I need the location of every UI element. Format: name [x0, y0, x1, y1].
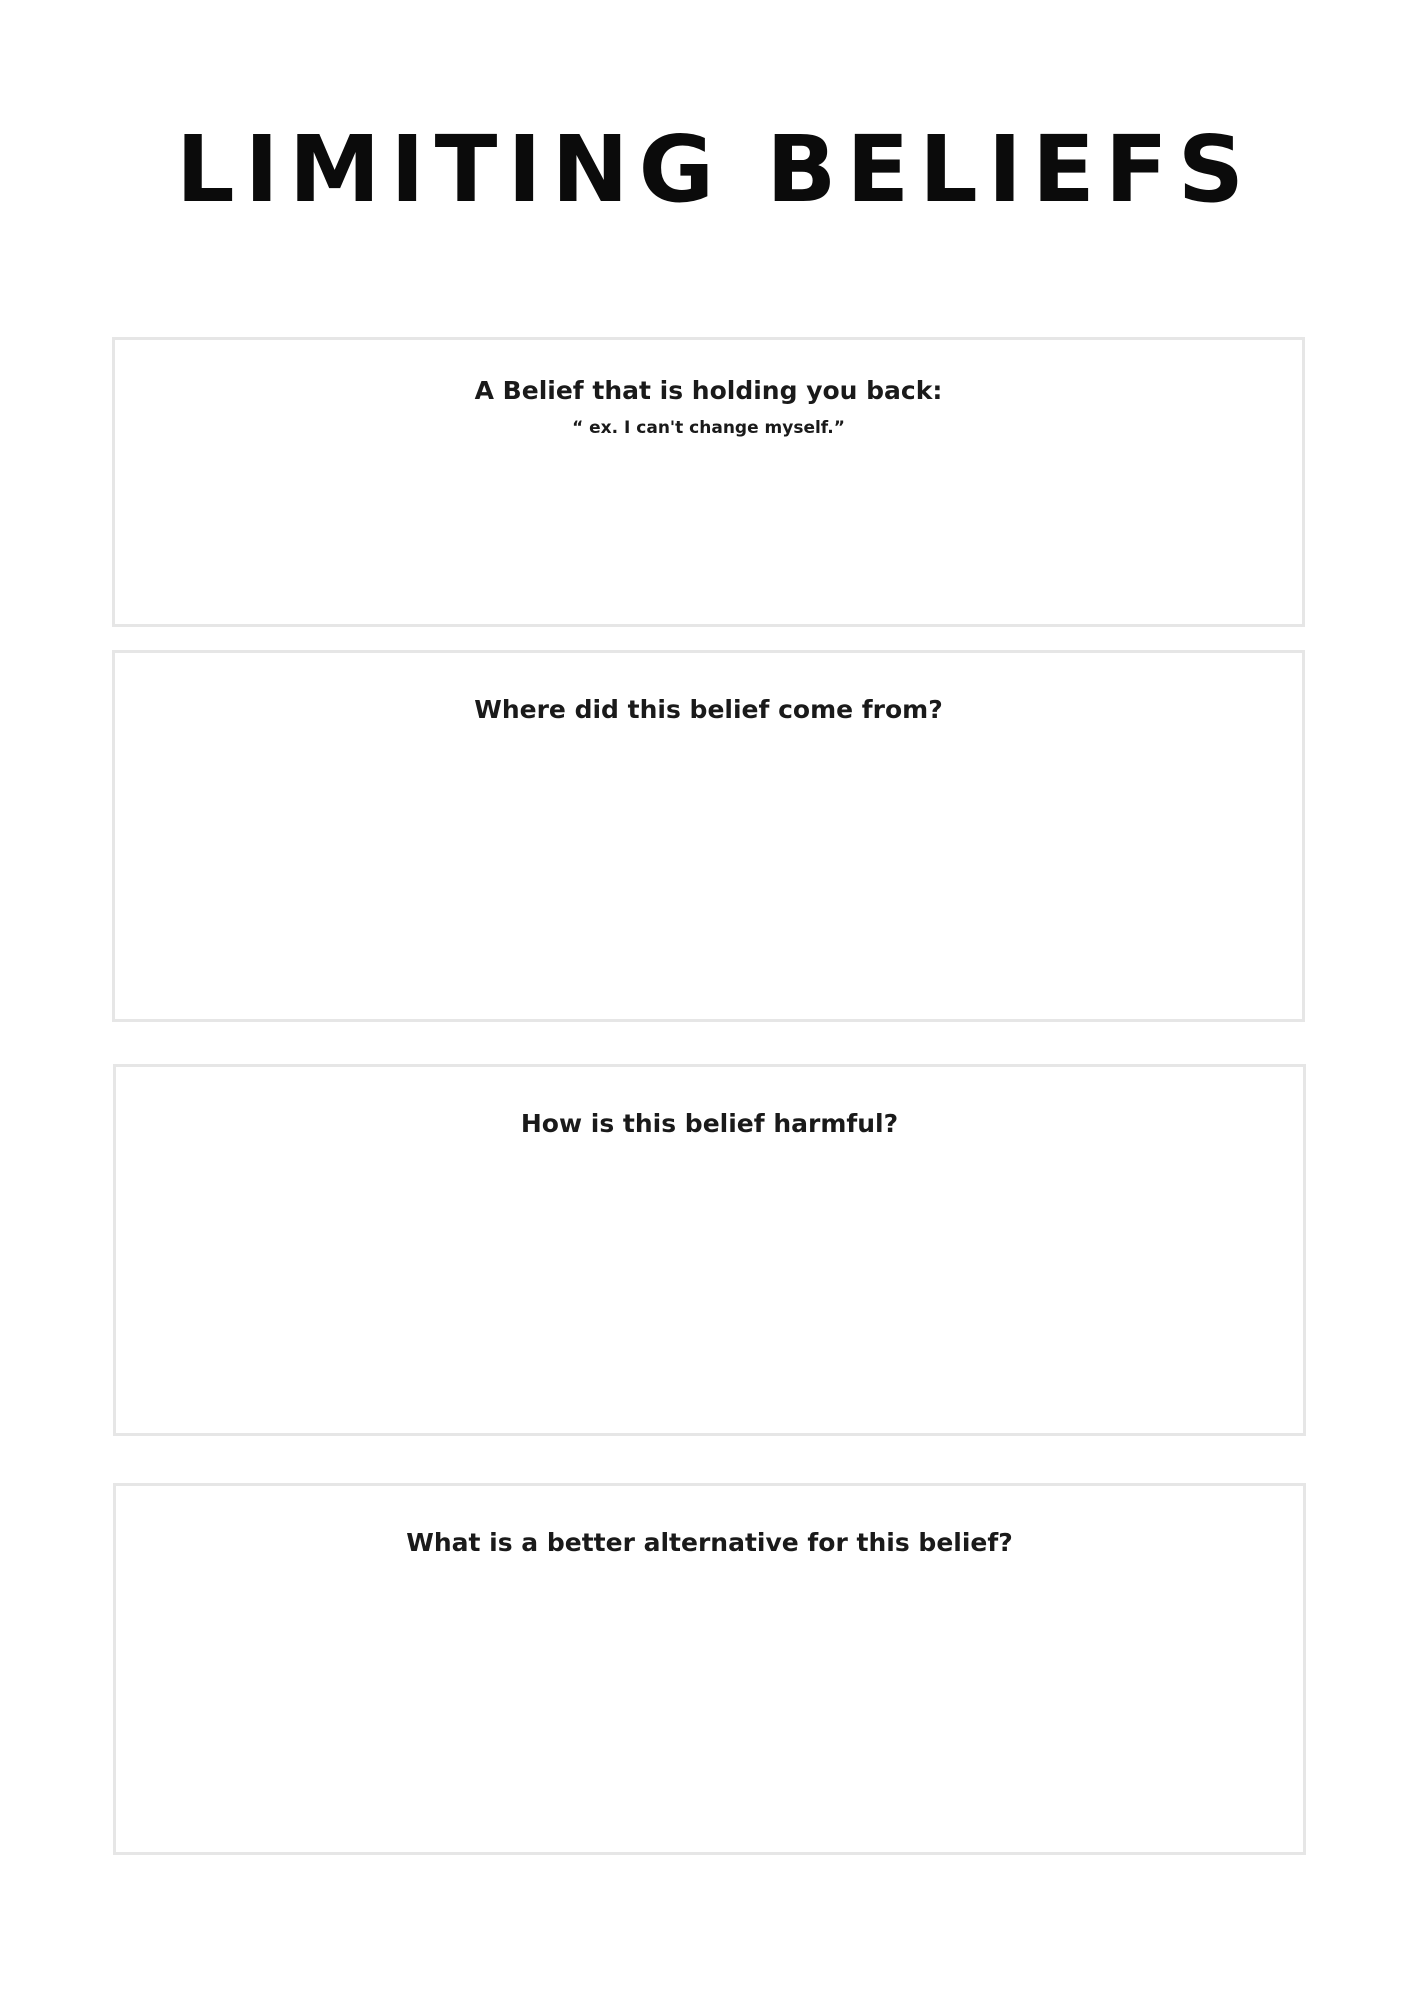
answer-area[interactable] [145, 460, 1272, 604]
card-origin [112, 650, 1305, 1022]
card-belief [112, 337, 1305, 627]
card-question: How is this belief harmful? [520, 1109, 899, 1138]
card-harm [113, 1064, 1306, 1436]
card-question: A Belief that is holding you back: [474, 376, 943, 405]
answer-area[interactable] [146, 1586, 1273, 1832]
card-example: “ ex. I can't change myself.” [572, 418, 845, 438]
answer-area[interactable] [145, 753, 1272, 999]
card-question: Where did this belief come from? [474, 695, 943, 724]
card-alternative [113, 1483, 1306, 1855]
page-title: LIMITING BELIEFS [176, 116, 1254, 223]
answer-area[interactable] [146, 1167, 1273, 1413]
card-question: What is a better alternative for this belief? [406, 1528, 1013, 1557]
